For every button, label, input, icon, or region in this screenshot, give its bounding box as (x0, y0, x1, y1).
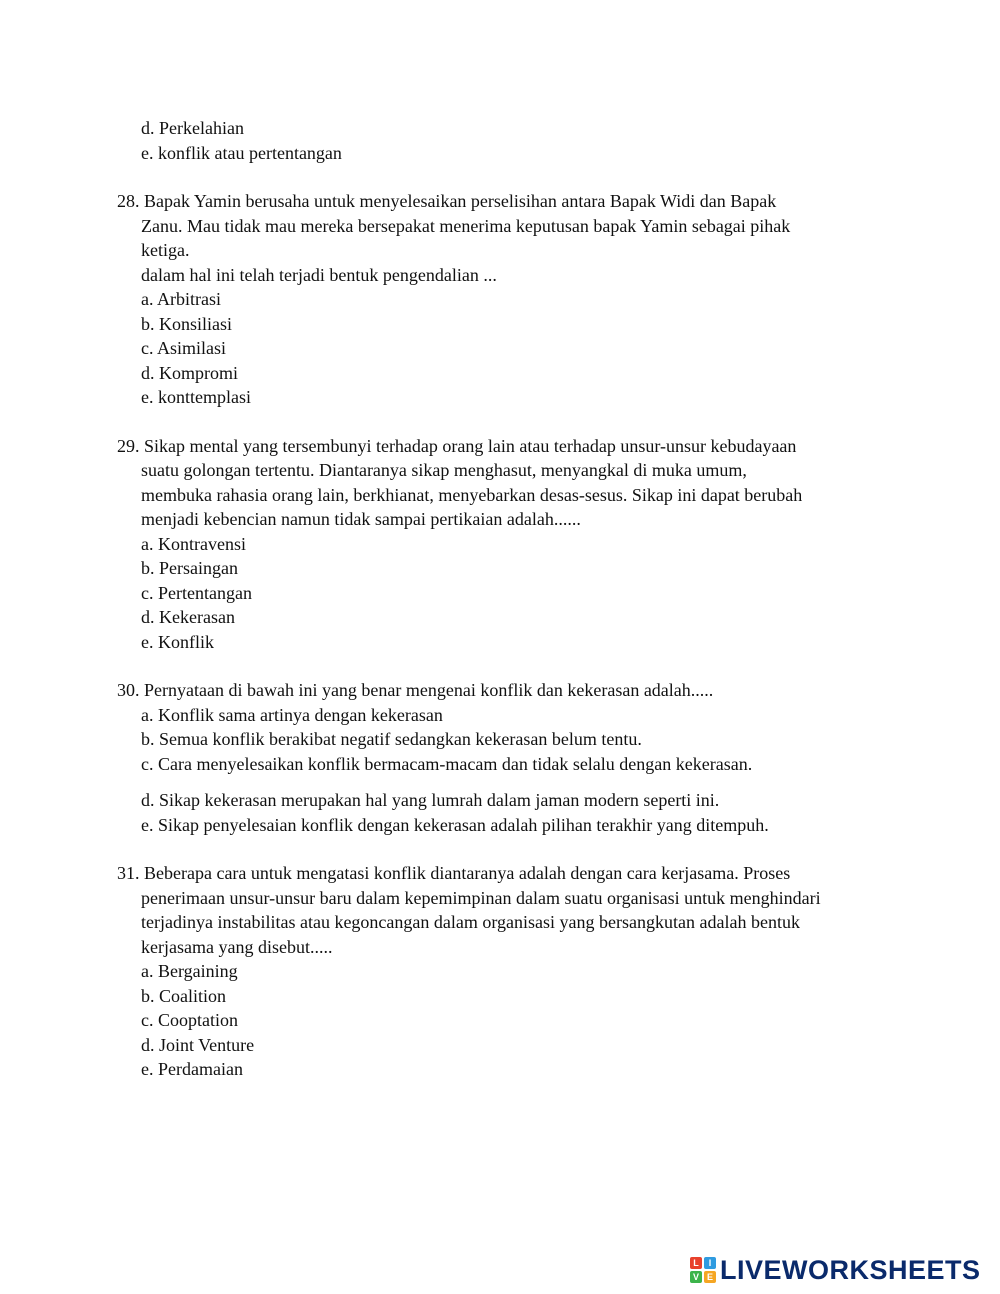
option-29-a[interactable]: a. Kontravensi (141, 533, 246, 554)
liveworksheets-logo (690, 1256, 981, 1284)
question-31-stem-line: penerimaan unsur-unsur baru dalam kepemimpinan dalam suatu organisasi untuk menghindari (141, 887, 821, 908)
question-29-stem-line: 29. Sikap mental yang tersembunyi terhadap orang lain atau terhadap unsur-unsur kebudayaan (117, 435, 797, 456)
worksheet-page (117, 116, 917, 1082)
logo-letter-v: V (690, 1271, 702, 1283)
logo-letter-l: L (690, 1257, 702, 1269)
option-30-e[interactable]: e. Sikap penyelesaian konflik dengan kekerasan adalah pilihan terakhir yang ditempuh. (141, 814, 769, 835)
logo-letter-e: E (704, 1271, 716, 1283)
option-31-b[interactable]: b. Coalition (141, 985, 226, 1006)
question-29-stem-line: menjadi kebencian namun tidak sampai pertikaian adalah...... (141, 509, 581, 529)
option-28-b[interactable]: b. Konsiliasi (141, 313, 233, 334)
option-28-d[interactable]: d. Kompromi (141, 362, 238, 383)
option-28-e[interactable]: e. konttemplasi (141, 387, 251, 407)
question-31-stem-line: kerjasama yang disebut..... (141, 936, 333, 957)
option-30-d[interactable]: d. Sikap kekerasan merupakan hal yang lumrah dalam jaman modern seperti ini. (141, 790, 720, 810)
question-29-stem-line: membuka rahasia orang lain, berkhianat, menyebarkan desas-sesus. Sikap ini dapat berubah (141, 484, 803, 505)
option-31-d[interactable]: d. Joint Venture (141, 1034, 255, 1055)
question-28-stem-line: dalam hal ini telah terjadi bentuk pengendalian ... (141, 264, 497, 285)
question-28-stem-line: Zanu. Mau tidak mau mereka bersepakat menerima keputusan bapak Yamin sebagai pihak (141, 215, 791, 236)
option-31-c[interactable]: c. Cooptation (141, 1010, 238, 1030)
question-28-stem-line: ketiga. (141, 240, 190, 260)
option-29-b[interactable]: b. Persaingan (141, 558, 238, 578)
question-30-stem-line: 30. Pernyataan di bawah ini yang benar mengenai konflik dan kekerasan adalah..... (117, 680, 714, 700)
logo-letter-i: I (704, 1257, 716, 1269)
question-29-stem-line: suatu golongan tertentu. Diantaranya sikap menghasut, menyangkal di muka umum, (141, 460, 747, 480)
option-28-a[interactable]: a. Arbitrasi (141, 289, 221, 309)
option-30-c[interactable]: c. Cara menyelesaikan konflik bermacam-macam dan tidak selalu dengan kekerasan. (141, 753, 753, 774)
option-29-e[interactable]: e. Konflik (141, 631, 214, 652)
option-29-d[interactable]: d. Kekerasan (141, 607, 235, 627)
brand-wordmark: LIVEWORKSHEETS (720, 1254, 981, 1285)
question-31-stem-line: terjadinya instabilitas atau kegoncangan dalam organisasi yang bersangkutan adalah bentuk (141, 912, 800, 932)
option-31-e[interactable]: e. Perdamaian (141, 1059, 243, 1079)
option-29-c[interactable]: c. Pertentangan (141, 582, 252, 603)
question-31-stem-line: 31. Beberapa cara untuk mengatasi konflik diantaranya adalah dengan cara kerjasama. Proses (117, 863, 791, 883)
option-30-b[interactable]: b. Semua konflik berakibat negatif sedangkan kekerasan belum tentu. (141, 729, 642, 749)
option-28-c[interactable]: c. Asimilasi (141, 338, 226, 358)
question-29 (117, 434, 917, 655)
question-28 (117, 189, 917, 410)
question-28-stem-line: 28. Bapak Yamin berusaha untuk menyelesaikan perselisihan antara Bapak Widi dan Bapak (117, 191, 777, 211)
option-30-a[interactable]: a. Konflik sama artinya dengan kekerasan (141, 704, 443, 725)
option-27-e[interactable]: e. konflik atau pertentangan (141, 142, 342, 163)
option-27-d[interactable]: d. Perkelahian (141, 118, 244, 138)
option-31-a[interactable]: a. Bergaining (141, 961, 238, 981)
question-30 (117, 678, 917, 837)
logo-grid-icon (690, 1257, 716, 1283)
question-27-tail (117, 116, 917, 165)
question-31 (117, 861, 917, 1082)
